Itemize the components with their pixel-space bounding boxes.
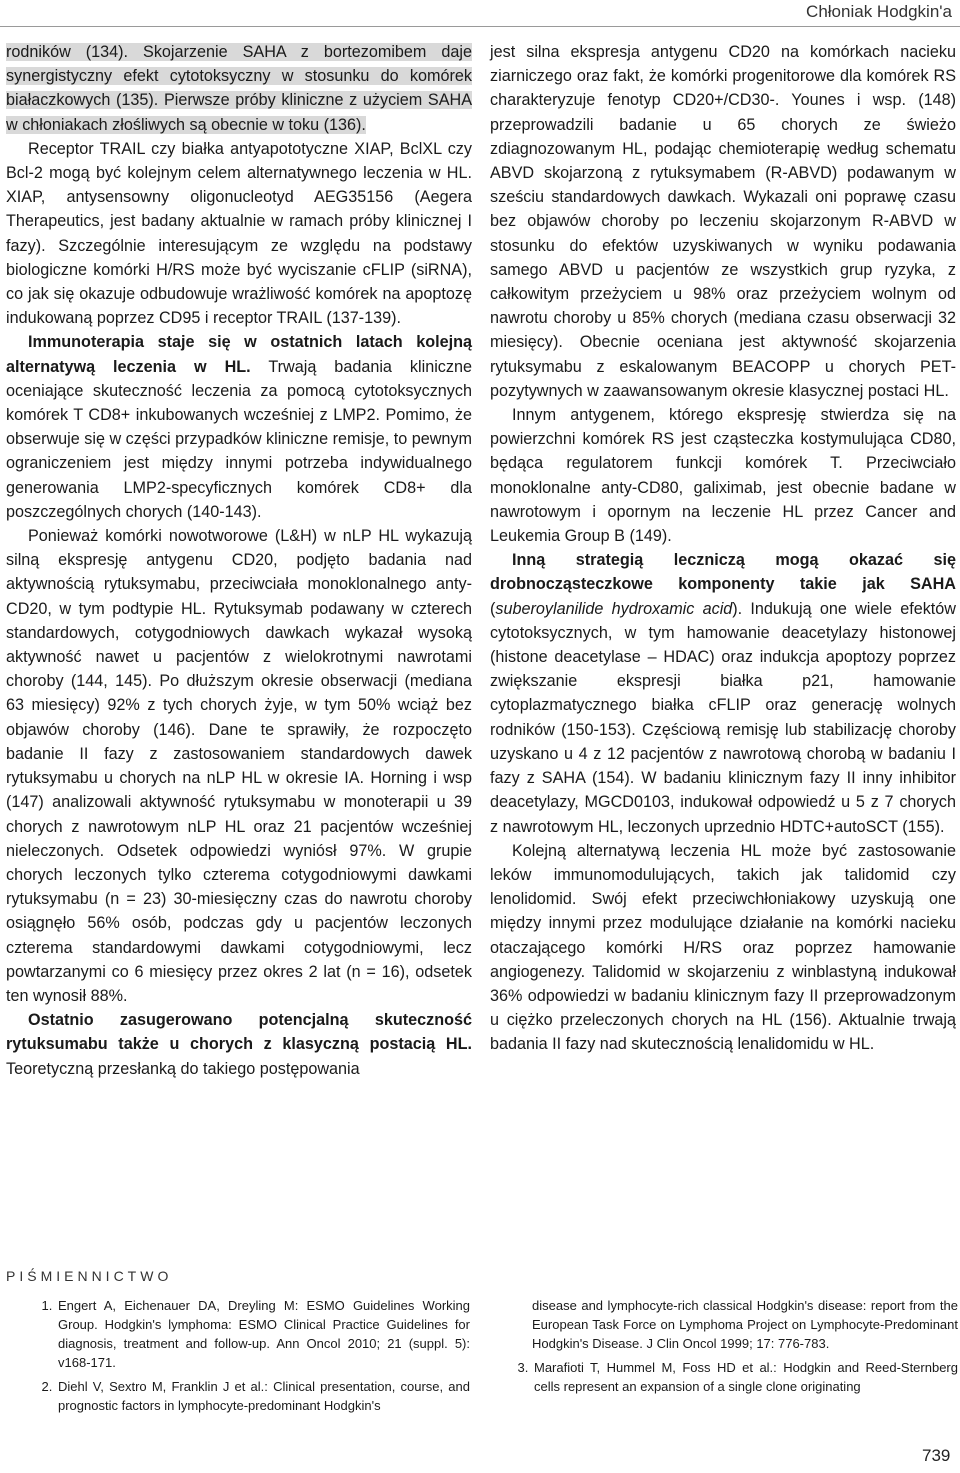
bold-lead: Ostatnio zasugerowano potencjalną skuteczność rytuksumabu także u chorych z klasyczną postacią HL. <box>6 1011 472 1054</box>
paragraph-small-molecules: Inną strategią leczniczą mogą okazać się drobnocząsteczkowe komponenty takie jak SAHA (suberoylanilide hydroxamic acid). Indukują one wiele efektów cytotoksycznych, w tym hamowanie deacetylazy histonowej (histone deacetylase – HDAC) oraz indukcja apoptozy poprzez zwiększanie ekspresji białka p21, hamowanie cytoplazmatycznego białka cFLIP oraz generację wolnych rodników (150-153). Częściową remisję lub stabilizację choroby uzyskano u 4 z 12 pacjentów z nawrotową chorobą w badaniu I fazy z SAHA (154). W badaniu klinicznym fazy II inny inhibitor deacetylazy, MGCD0103, indukował odpowiedź u 5 z 7 chorych z nawrotowym HL, leczonych uprzednio HDTC+autoSCT (155). <box>490 551 956 836</box>
paragraph-immunotherapy: Immunoterapia staje się w ostatnich latach kolejną alternatywą leczenia w HL. Trwają badania kliniczne oceniające skuteczność leczenia za pomocą cytotoksycznych komórek T CD8+ inkubowanych wcześniej z LMP2. Pomimo, że obserwuje się w części przypadków kliniczne remisje, to pewnym ograniczeniem jest między innymi potrzeba indywidualnego generowania LMP2-specyficznych komórek CD8+ dla poszczególnych chorych (140-143). <box>6 333 473 521</box>
paragraph-cd80: Innym antygenem, którego ekspresję stwierdza się na powierzchni komórek RS jest cząsteczka kostymulująca CD80, będąca regulatorem funkcji komórek T. Przeciwciało monoklonalne anty-CD80, galiximab, jest obecnie badane w nawrotowym i opornym na leczenie HL przez Cancer and Leukemia Group B (149). <box>490 406 956 546</box>
paragraph-saha-intro <box>6 40 472 137</box>
references-left <box>36 1296 470 1420</box>
paragraph-cd20: jest silna ekspresja antygenu CD20 na komórkach nacieku ziarniczego oraz fakt, że komórki progenitorowe dla komórek RS charakteryzuje fenotyp CD20+/CD30-. Younes i wsp. (148) przeprowadzili badanie u 65 chorych ze świeżo zdiagnozowanym HL, podając chemioterapię według schematu ABVD skojarzoną z rytuksymabem (R-ABVD) podawanym w sześciu standardowych dawkach. Wykazali oni poprawę czasu bez objawów choroby po leczeniu skojarzonym R-ABVD w stosunku do efektów uzyskiwanych w wyniku podawania samego ABVD u pacjentów ze wszystkich grup ryzyka, z całkowitym przeżyciem u 98% oraz przeżyciem wolnym od nawrotu choroby u 85% chorych (mediana czasu obserwacji 32 miesięcy). Obecnie oceniana jest aktywność skojarzenia rytuksymabu z eskalowanym BEACOPP u chorych PET-pozytywnych w zaawansowanym okresie klasycznej postaci HL. <box>490 43 956 400</box>
paragraph-classic-hl: Ostatnio zasugerowano potencjalną skuteczność rytuksumabu także u chorych z klasyczną postacią HL. Teoretyczną przesłanką do takiego postępowania <box>6 1011 472 1078</box>
references-right <box>512 1296 958 1401</box>
right-column <box>490 40 956 1057</box>
bold-lead: Inną strategią leczniczą mogą okazać się drobnocząsteczkowe komponenty takie jak SAHA <box>490 551 956 594</box>
running-header-title: Chłoniak Hodgkin'a <box>806 2 952 21</box>
paragraph-rituximab: Ponieważ komórki nowotworowe (L&H) w nLP HL wykazują silną ekspresję antygenu CD20, podjęto badania nad aktywnością rytuksymabu, przeciwciała monoklonalnego anty-CD20, w tym podtypie HL. Rytuksymab podawany w czterech standardowych, cotygodniowych dawkach wykazał wysoką aktywność nawet u pacjentów z wielokrotnymi nawrotami choroby (144, 145). Po dłuższym okresie obserwacji (mediana 63 miesięcy) 92% z tych chorych żyje, w tym 50% wciąż bez objawów choroby (146). Dane te sprawiły, że rozpoczęto badanie II fazy z zastosowaniem standardowych dawek rytuksymabu u chorych na nLP HL w okresie IA. Horning i wsp (147) analizowali aktywność rytuksymabu w monoterapii u 39 chorych z nawrotowym nLP HL oraz 21 pacjentów wcześniej nieleczonych. Odsetek odpowiedzi wyniósł 97%. W grupie chorych leczonych tylko czterema cotygodniowymi dawkami rytuksymabu (n = 23) 30-miesięczny czas do nawrotu choroby osiągnęło 56% osób, podczas gdy u pacjentów leczonych czterema standardowymi dawkami cotygodniowymi, lecz powtarzanymi co 6 miesięcy przez okres 2 lat (n = 16), odsetek ten wynosił 88%. <box>6 527 472 1005</box>
references-heading: PIŚMIENNICTWO <box>6 1268 173 1284</box>
reference-continuation: disease and lymphocyte-rich classical Hodgkin's disease: report from the European Task Force on Lymphoma Project on Lymphocyte-Predominant Hodgkin's Disease. J Clin Oncol 1999; 17: 776-783. <box>532 1298 958 1351</box>
paragraph-trail: Receptor TRAIL czy białka antyapototyczne XIAP, BclXL czy Bcl-2 mogą być kolejnym celem alternatywnego leczenia w HL. XIAP, antysensowny oligonucleotyd AEG35156 (Aegera Therapeutics, jest badany aktualnie w ramach próby klinicznej I fazy). Szczególnie interesującym ze względu na podstawy biologiczne komórki H/RS może być wyciszanie cFLIP (siRNA), co jak się okazuje odbudowuje wrażliwość komórek na apoptozę indukowaną poprzez CD95 i receptor TRAIL (137-139). <box>6 139 472 328</box>
highlighted-text: rodników (134). Skojarzenie SAHA z bortezomibem daje synergistyczny efekt cytotoksyczny w stosunku do komórek białaczkowych (135). Pierwsze próby kliniczne z użyciem SAHA w chłoniakach złośliwych są obecnie w toku (136). <box>6 43 472 134</box>
bold-lead: Immunoterapia staje się w ostatnich latach kolejną alternatywą leczenia w HL. <box>6 333 472 376</box>
running-header <box>0 0 960 27</box>
reference-item: 3. Marafioti T, Hummel M, Foss HD et al.: Hodgkin and Reed-Sternberg cells represent an expansion of a single clone originating <box>532 1358 958 1396</box>
left-column <box>6 40 472 1081</box>
italic-term: suberoylanilide hydroxamic acid <box>495 599 733 618</box>
paragraph-immunomodulators: Kolejną alternatywą leczenia HL może być zastosowanie leków immunomodulujących, takich jak talidomid czy lenolidomid. Swój efekt przeciwchłoniakowy uzyskują one między innymi przez modulujące działanie na komórki nacieku otaczającego komórki H/RS oraz poprzez hamowanie angiogenezy. Talidomid w skojarzeniu z winblastyną indukował 36% odpowiedzi w badaniu klinicznym fazy II przeprowadzonym u ciężko przeleczonych chorych na HL (156). Aktualnie trwają badania II fazy nad skutecznością lenalidomidu w HL. <box>490 841 956 1054</box>
page-number: 739 <box>922 1446 951 1465</box>
reference-item: 1. Engert A, Eichenauer DA, Dreyling M: ESMO Guidelines Working Group. Hodgkin's lymphoma: ESMO Clinical Practice Guidelines for diagnosis, treatment and follow-up. Ann Oncol 2010; 21 (suppl. 5): v168-171. <box>56 1296 470 1372</box>
reference-item: 2. Diehl V, Sextro M, Franklin J et al.: Clinical presentation, course, and prognostic factors in lymphocyte-predominant Hodgkin's <box>56 1377 470 1415</box>
